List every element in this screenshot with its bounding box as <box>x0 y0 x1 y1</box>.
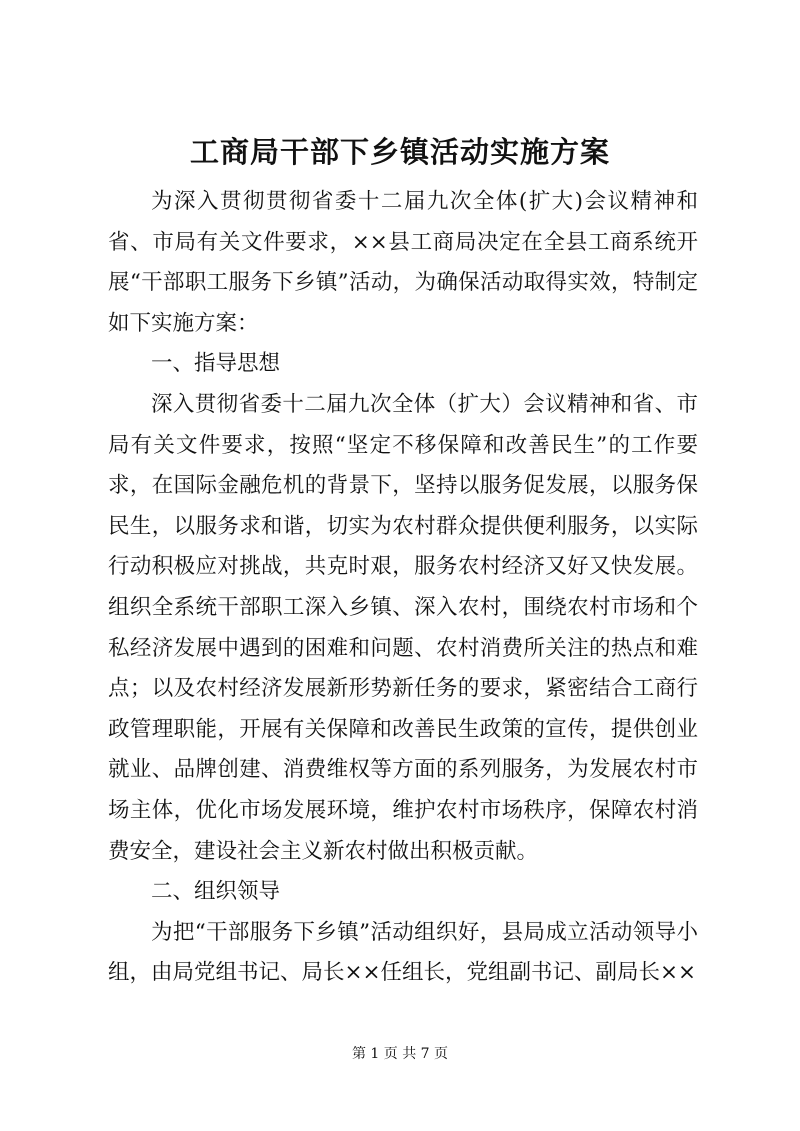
document-title: 工商局干部下乡镇活动实施方案 <box>189 135 610 169</box>
paragraph-organization: 为把“干部服务下乡镇”活动组织好，县局成立活动领导小组，由局党组书记、局长××任组长，党组副书记、副局长×× <box>108 919 698 986</box>
section-heading-organization: 二、组织领导 <box>151 879 281 905</box>
section-heading-guiding-ideology: 一、指导思想 <box>151 351 281 377</box>
paragraph-guiding-ideology: 深入贯彻省委十二届九次全体（扩大）会议精神和省、市局有关文件要求，按照“坚定不移保障和改善民生”的工作要求，在国际金融危机的背景下，坚持以服务促发展，以服务保民生，以服务求和谐，切实为农村群众提供便利服务，以实际行动积极应对挑战，共克时艰，服务农村经济又好又快发展。组织全系统干部职工深入乡镇、深入农村，围绕农村市场和个私经济发展中遇到的困难和问题、农村消费所关注的热点和难点；以及农村经济发展新形势新任务的要求，紧密结合工商行政管理职能，开展有关保障和改善民生政策的宣传，提供创业就业、品牌创建、消费维权等方面的系列服务，为发展农村市场主体，优化市场发展环境，维护农村市场秩序，保障农村消费安全，建设社会主义新农村做出积极贡献。 <box>108 391 698 864</box>
page-footer: 第 1 页 共 7 页 <box>351 1046 449 1062</box>
document-body <box>108 182 698 994</box>
paragraph-intro: 为深入贯彻贯彻省委十二届九次全体(扩大)会议精神和省、市局有关文件要求，××县工商局决定在全县工商系统开展“干部职工服务下乡镇”活动，为确保活动取得实效，特制定如下实施方案： <box>108 189 698 336</box>
